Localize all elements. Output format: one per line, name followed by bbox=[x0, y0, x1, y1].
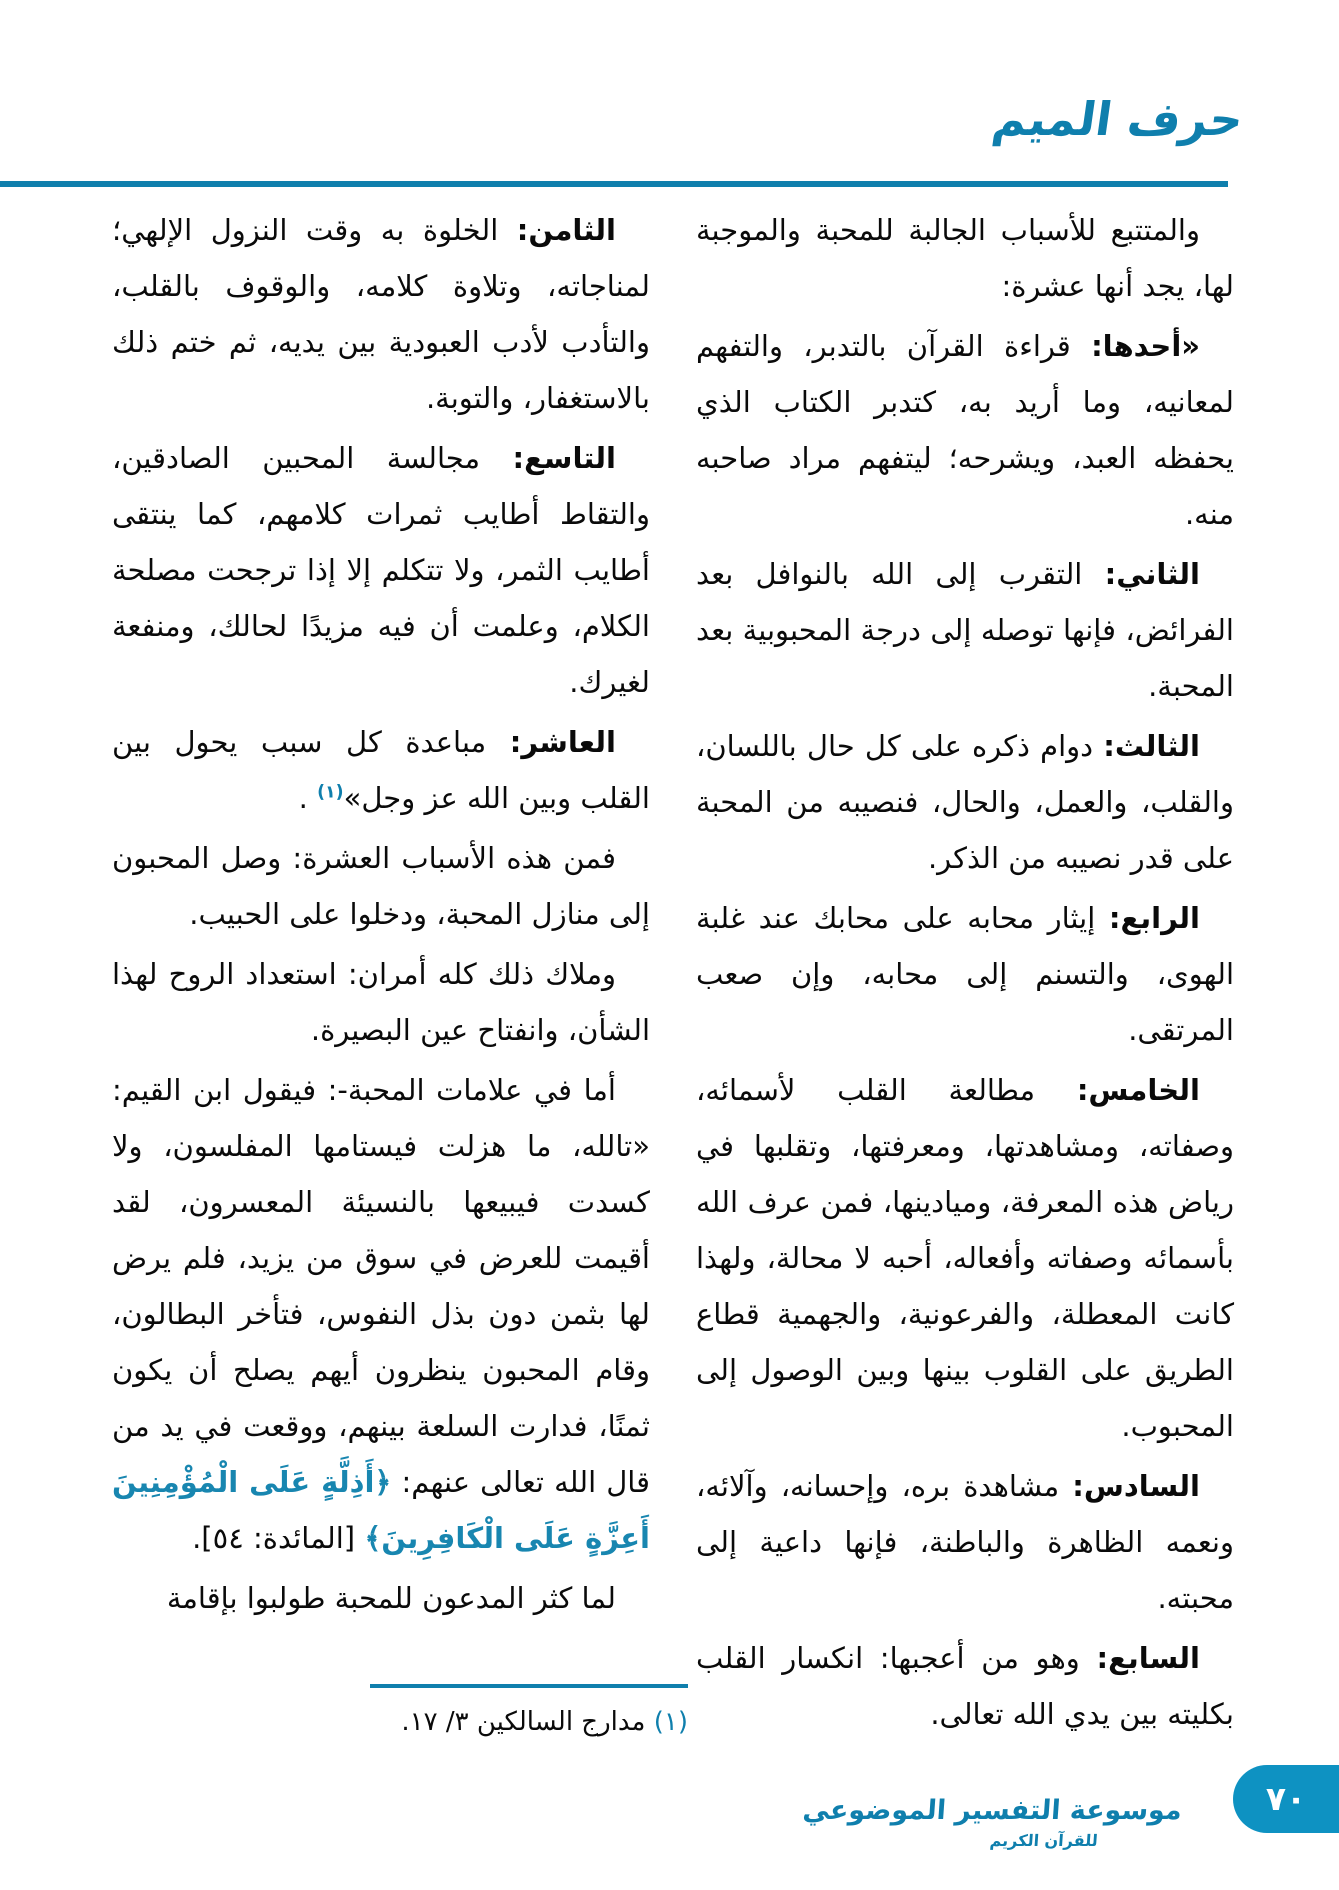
text-segment: أما في علامات المحبة-: فيقول ابن القيم: «تالله، ما هزلت فيستامها المفلسون، ولا كسدت فيبيعها بالنسيئة المعسرون، لقد أقيمت للعرض في سوق من يزيد، فلم يرض لها بثمن دون بذل النفوس، فتأخر البطالون، وقام المحبون ينظرون أيهم يصلح أن يكون ثمنًا، فدارت السلعة بينهم، ووقعت في يد من قال الله تعالى عنهم: bbox=[112, 1073, 650, 1499]
right-column bbox=[696, 202, 1234, 1746]
footnote-reference: (١) bbox=[317, 782, 344, 803]
publisher-logo-subtitle: للقرآن الكريم bbox=[989, 1831, 1099, 1850]
text-segment: التقرب إلى الله بالنوافل بعد الفرائض، فإنها توصله إلى درجة المحبوبية بعد المحبة. bbox=[696, 557, 1234, 703]
text-segment: إيثار محابه على محابك عند غلبة الهوى، والتسنم إلى محابه، وإن صعب المرتقى. bbox=[696, 901, 1234, 1047]
ordinal-lead-word: الرابع: bbox=[1108, 901, 1200, 935]
text-segment: . bbox=[298, 781, 318, 815]
ordinal-lead-word: التاسع: bbox=[512, 441, 616, 475]
paragraph bbox=[112, 1570, 650, 1626]
paragraph bbox=[112, 1062, 650, 1566]
quran-verse: ﴿أَذِلَّةٍ عَلَى الْمُؤْمِنِينَ أَعِزَّةٍ عَلَى الْكَافِرِينَ﴾ bbox=[112, 1465, 650, 1555]
text-segment: دوام ذكره على كل حال باللسان، والقلب، والعمل، والحال، فنصيبه من المحبة على قدر نصيبه من الذكر. bbox=[696, 729, 1234, 875]
ordinal-lead-word: السادس: bbox=[1072, 1469, 1200, 1503]
chapter-letter-heading: حرف الميم bbox=[989, 92, 1247, 146]
two-column-text bbox=[112, 202, 1234, 1746]
text-segment: مشاهدة بره، وإحسانه، وآلائه، ونعمه الظاهرة والباطنة، فإنها داعية إلى محبته. bbox=[696, 1469, 1234, 1615]
text-segment: قراءة القرآن بالتدبر، والتفهم لمعانيه، وما أريد به، كتدبر الكتاب الذي يحفظه العبد، ويشرحه؛ ليتفهم مراد صاحبه منه. bbox=[696, 329, 1234, 531]
footnote-text: مدارج السالكين ٣/ ١٧. bbox=[401, 1707, 646, 1737]
page-number-badge: ٧٠ bbox=[1233, 1765, 1339, 1833]
text-segment: مجالسة المحبين الصادقين، والتقاط أطايب ثمرات كلامهم، كما ينتقى أطايب الثمر، ولا تتكلم إلا إذا ترجحت مصلحة الكلام، وعلمت أن فيه مزيدًا لحالك، ومنفعة لغيرك. bbox=[112, 441, 650, 699]
paragraph bbox=[112, 830, 650, 942]
footnote-area bbox=[128, 1684, 688, 1742]
paragraph bbox=[112, 714, 650, 826]
header-rule bbox=[0, 181, 1228, 187]
paragraph bbox=[696, 718, 1234, 886]
text-segment: الخلوة به وقت النزول الإلهي؛ لمناجاته، وتلاوة كلامه، والوقوف بالقلب، والتأدب لأدب العبودية بين يديه، ثم ختم ذلك بالاستغفار، والتوبة. bbox=[112, 213, 650, 415]
footnote-rule bbox=[370, 1684, 688, 1688]
footnote-marker: (١) bbox=[653, 1707, 688, 1737]
left-column bbox=[112, 202, 650, 1746]
ordinal-lead-word: العاشر: bbox=[509, 725, 616, 759]
paragraph bbox=[696, 1630, 1234, 1742]
text-segment: فمن هذه الأسباب العشرة: وصل المحبون إلى منازل المحبة، ودخلوا على الحبيب. bbox=[112, 841, 650, 931]
publisher-logo-title: موسوعة التفسير الموضوعي bbox=[801, 1795, 1183, 1826]
ordinal-lead-word: الثامن: bbox=[516, 213, 616, 247]
paragraph bbox=[112, 202, 650, 426]
text-segment: وهو من أعجبها: انكسار القلب بكليته بين يدي الله تعالى. bbox=[696, 1641, 1234, 1731]
paragraph bbox=[696, 546, 1234, 714]
ordinal-lead-word: السابع: bbox=[1096, 1641, 1200, 1675]
ordinal-lead-word: الثاني: bbox=[1104, 557, 1200, 591]
text-segment: والمتتبع للأسباب الجالبة للمحبة والموجبة لها، يجد أنها عشرة: bbox=[696, 213, 1234, 303]
ordinal-lead-word: الثالث: bbox=[1103, 729, 1200, 763]
text-segment: [المائدة: ٥٤]. bbox=[192, 1521, 365, 1555]
paragraph bbox=[112, 946, 650, 1058]
text-segment: مباعدة كل سبب يحول بين القلب وبين الله عز وجل» bbox=[112, 725, 650, 815]
text-segment: وملاك ذلك كله أمران: استعداد الروح لهذا الشأن، وانفتاح عين البصيرة. bbox=[112, 957, 650, 1047]
paragraph bbox=[696, 1062, 1234, 1454]
paragraph bbox=[696, 202, 1234, 314]
paragraph bbox=[112, 430, 650, 710]
ordinal-lead-word: «أحدها: bbox=[1091, 329, 1200, 363]
text-segment: لما كثر المدعون للمحبة طولبوا بإقامة bbox=[166, 1581, 616, 1615]
publisher-logo bbox=[801, 1794, 1183, 1852]
text-segment: مطالعة القلب لأسمائه، وصفاته، ومشاهدتها، ومعرفتها، وتقلبها في رياض هذه المعرفة، وميادينها، فمن عرف الله بأسمائه وصفاته وأفعاله، أحبه لا محالة، ولهذا كانت المعطلة، والفرعونية، والجهمية قطاع الطريق على القلوب بينها وبين الوصول إلى المحبوب. bbox=[696, 1073, 1234, 1443]
footnote-line bbox=[128, 1702, 688, 1742]
paragraph bbox=[696, 1458, 1234, 1626]
paragraph bbox=[696, 890, 1234, 1058]
ordinal-lead-word: الخامس: bbox=[1076, 1073, 1200, 1107]
paragraph bbox=[696, 318, 1234, 542]
